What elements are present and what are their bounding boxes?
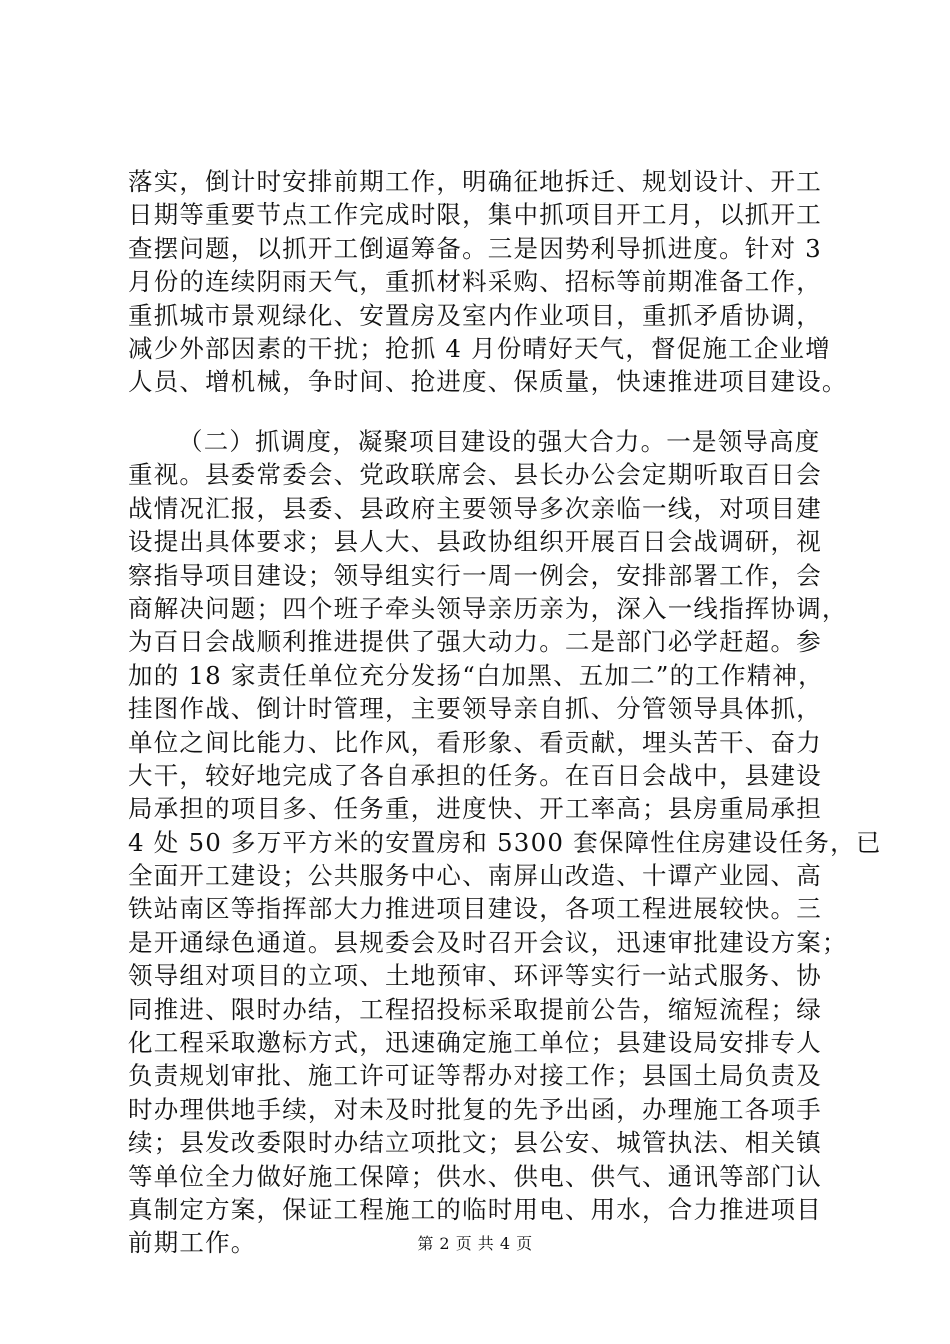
paragraph-line: 设提出具体要求；县人大、县政协组织开展百日会战调研，视 [128, 527, 822, 557]
paragraph-line: 负责规划审批、施工许可证等帮办对接工作；县国土局负责及 [128, 1061, 822, 1091]
paragraph-line: 落实，倒计时安排前期工作，明确征地拆迁、规划设计、开工 [128, 167, 822, 196]
paragraph-line: 日期等重要节点工作完成时限，集中抓项目开工月，以抓开工 [128, 200, 822, 230]
paragraph-line: 重视。县委常委会、党政联席会、县长办公会定期听取百日会 [128, 460, 822, 490]
paragraph-line: 局承担的项目多、任务重，进度快、开工率高；县房重局承担 [128, 794, 822, 824]
page-number: 第 2 页 共 4 页 [417, 1234, 533, 1253]
paragraph-line: 全面开工建设；公共服务中心、南屏山改造、十谭产业园、高 [128, 861, 822, 891]
paragraph-line: 真制定方案，保证工程施工的临时用电、用水，合力推进项目 [128, 1194, 822, 1224]
paragraph-line: 加的 18 家责任单位充分发扬“白加黑、五加二”的工作精神， [128, 660, 824, 690]
paragraph-line: 铁站南区等指挥部大力推进项目建设，各项工程进展较快。三 [128, 894, 822, 924]
paragraph-line: 大干，较好地完成了各自承担的任务。在百日会战中，县建设 [128, 760, 822, 790]
paragraph-line: 挂图作战、倒计时管理，主要领导亲自抓、分管领导具体抓， [128, 694, 822, 724]
paragraph-line: 时办理供地手续，对未及时批复的先予出函，办理施工各项手 [128, 1094, 822, 1124]
paragraph-line: 4 处 50 多万平方米的安置房和 5300 套保障性住房建设任务，已 [128, 827, 882, 857]
paragraph-line: 续；县发改委限时办结立项批文；县公安、城管执法、相关镇 [128, 1128, 822, 1158]
paragraph-line: 商解决问题；四个班子牵头领导亲历亲为，深入一线指挥协调， [128, 593, 848, 623]
page-footer [0, 1233, 950, 1255]
paragraph-line: 查摆问题，以抓开工倒逼筹备。三是因势利导抓进度。针对 3 [128, 233, 822, 263]
paragraph-line: 同推进、限时办结，工程招投标采取提前公告，缩短流程；绿 [128, 994, 822, 1024]
paragraph-line: 单位之间比能力、比作风，看形象、看贡献，埋头苦干、奋力 [128, 727, 822, 757]
paragraph-line: 等单位全力做好施工保障；供水、供电、供气、通讯等部门认 [128, 1161, 822, 1191]
paragraph-line: 为百日会战顺利推进提供了强大动力。二是部门必学赶超。参 [128, 627, 822, 657]
paragraph-line: 化工程采取邀标方式，迅速确定施工单位；县建设局安排专人 [128, 1028, 822, 1058]
paragraph-line: 是开通绿色通道。县规委会及时召开会议，迅速审批建设方案； [128, 927, 848, 957]
paragraph-line: 前期工作。 [128, 1228, 257, 1258]
paragraph-2 [128, 425, 882, 1260]
paragraph-line: 重抓城市景观绿化、安置房及室内作业项目，重抓矛盾协调， [128, 300, 822, 330]
paragraph-line: 察指导项目建设；领导组实行一周一例会，安排部署工作，会 [128, 560, 822, 590]
paragraph-1 [128, 165, 848, 399]
paragraph-line: 战情况汇报，县委、县政府主要领导多次亲临一线，对项目建 [128, 493, 822, 523]
paragraph-line: 月份的连续阴雨天气，重抓材料采购、招标等前期准备工作， [128, 267, 822, 297]
paragraph-line: 领导组对项目的立项、土地预审、环评等实行一站式服务、协 [128, 961, 822, 991]
paragraph-line: 人员、增机械，争时间、抢进度、保质量，快速推进项目建设。 [128, 367, 848, 397]
paragraph-line: 减少外部因素的干扰；抢抓 4 月份晴好天气，督促施工企业增 [128, 333, 831, 363]
paragraph-heading-line: （二）抓调度，凝聚项目建设的强大合力。一是领导高度 [178, 427, 821, 456]
